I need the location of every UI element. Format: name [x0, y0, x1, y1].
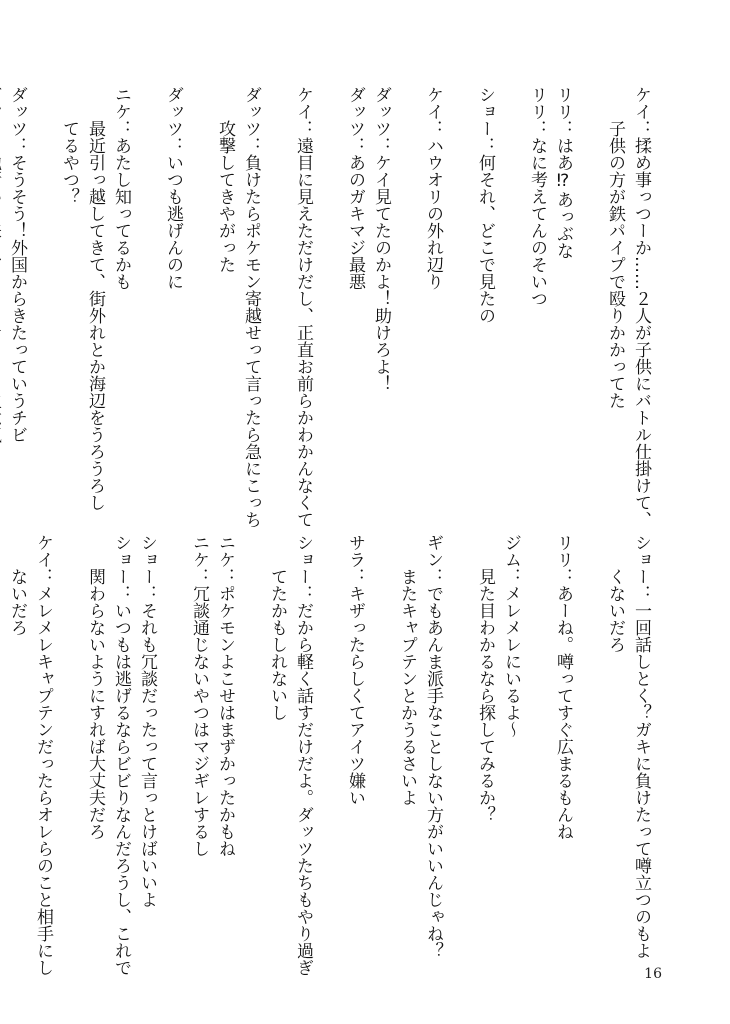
dialogue-line-continuation: てたかもしれないし: [267, 568, 287, 721]
paragraph-gap: [316, 534, 342, 954]
dialogue-line: ダッツ：いつも逃げんのに: [163, 86, 183, 290]
paragraph-gap: [56, 534, 82, 954]
paragraph-gap: [186, 86, 212, 506]
paragraph-gap: [576, 534, 602, 954]
dialogue-line: リリ：なに考えてんのそいつ: [527, 86, 547, 307]
dialogue-line: ケイ：ハウオリの外れ辺り: [423, 86, 443, 290]
dialogue-line: ショー：一回話しとく？ガキに負けたって噂立つのもよ: [631, 534, 651, 959]
dialogue-line: リリ：あーね。噂ってすぐ広まるもんね: [553, 534, 573, 840]
paragraph-gap: [498, 86, 524, 506]
page-number: 16: [644, 966, 662, 982]
dialogue-line: ダッツ：あのガキマジ最悪: [345, 86, 365, 290]
paragraph-gap: [576, 86, 602, 506]
dialogue-line: ジム：メレメレにいるよ〜: [501, 534, 521, 738]
dialogue-line-continuation: 関わらないようにすれば大丈夫だろ: [85, 568, 105, 840]
dialogue-line: ダッツ：そうそう！外国からきたっていうチビ: [7, 86, 27, 443]
paragraph-gap: [446, 534, 472, 954]
dialogue-line-continuation: 最近引っ越してきて、街外れとか海辺をうろうろし: [85, 120, 105, 511]
paragraph-gap: [368, 534, 394, 954]
dialogue-line: サラ：キザったらしくてアイツ嫌い: [345, 534, 365, 806]
paragraph-gap: [264, 86, 290, 506]
dialogue-line: ショー：だから軽く話すだけだよ。ダッツたちもやり過ぎ: [293, 534, 313, 976]
dialogue-line-continuation: 子供の方が鉄パイプで殴りかかってた: [605, 120, 625, 409]
dialogue-line: [0, 86, 4, 506]
dialogue-line: ショー：何それ、どこで見たの: [475, 86, 495, 324]
paragraph-gap: [160, 534, 186, 954]
paragraph-gap: [524, 534, 550, 954]
dialogue-line-continuation: 攻撃してきやがった: [215, 120, 235, 273]
dialogue-line: ショー：それも冗談だったって言っとけばいいよ: [137, 534, 157, 908]
dialogue-line: ケイ：遠目に見えただけだし、正直お前らかわかんなくて: [293, 86, 313, 528]
dialogue-line-continuation: またキャプテンとかうるさいよ: [397, 568, 417, 806]
dialogue-line: ショー：いつもは逃げるならビビりなんだろうし、これで: [111, 534, 131, 976]
dialogue-line-continuation: てるやつ？: [59, 120, 79, 205]
paragraph-gap: [394, 86, 420, 506]
dialogue-line: ダッツ：負けたらポケモン寄越せって言ったら急にこっち: [241, 86, 261, 528]
dialogue-line-continuation: ないだろ: [7, 568, 27, 636]
paragraph-gap: [446, 86, 472, 506]
dialogue-line-continuation: 見た目わかるなら探してみるか？: [475, 568, 495, 823]
dialogue-block-bottom: [4, 534, 654, 976]
paragraph-gap: [316, 86, 342, 506]
dialogue-block-top: [0, 86, 654, 528]
dialogue-line: ニケ：ポケモンよこせはまずかったかもね: [215, 534, 235, 857]
dialogue-line-continuation: くないだろ: [605, 568, 625, 653]
dialogue-line: リリ：はあ⁉あっぶな: [553, 86, 573, 259]
paragraph-gap: [134, 86, 160, 506]
dialogue-line: ニケ：あたし知ってるかも: [111, 86, 131, 290]
paragraph-gap: [30, 86, 56, 506]
dialogue-line: ケイ：メレメレキャプテンだったらオレらのこと相手にし: [33, 534, 53, 976]
dialogue-line: ニケ：冗談通じないやつはマジギレするし: [189, 534, 209, 857]
dialogue-line: ケイ：揉め事っつーか……２人が子供にバトル仕掛けて、: [631, 86, 651, 528]
dialogue-line: ダッツ：ケイ見てたのかよ！助けろよ！: [371, 86, 391, 392]
dialogue-line: ギン：でもあんま派手なことしない方がいいんじゃね？: [423, 534, 443, 959]
paragraph-gap: [238, 534, 264, 954]
